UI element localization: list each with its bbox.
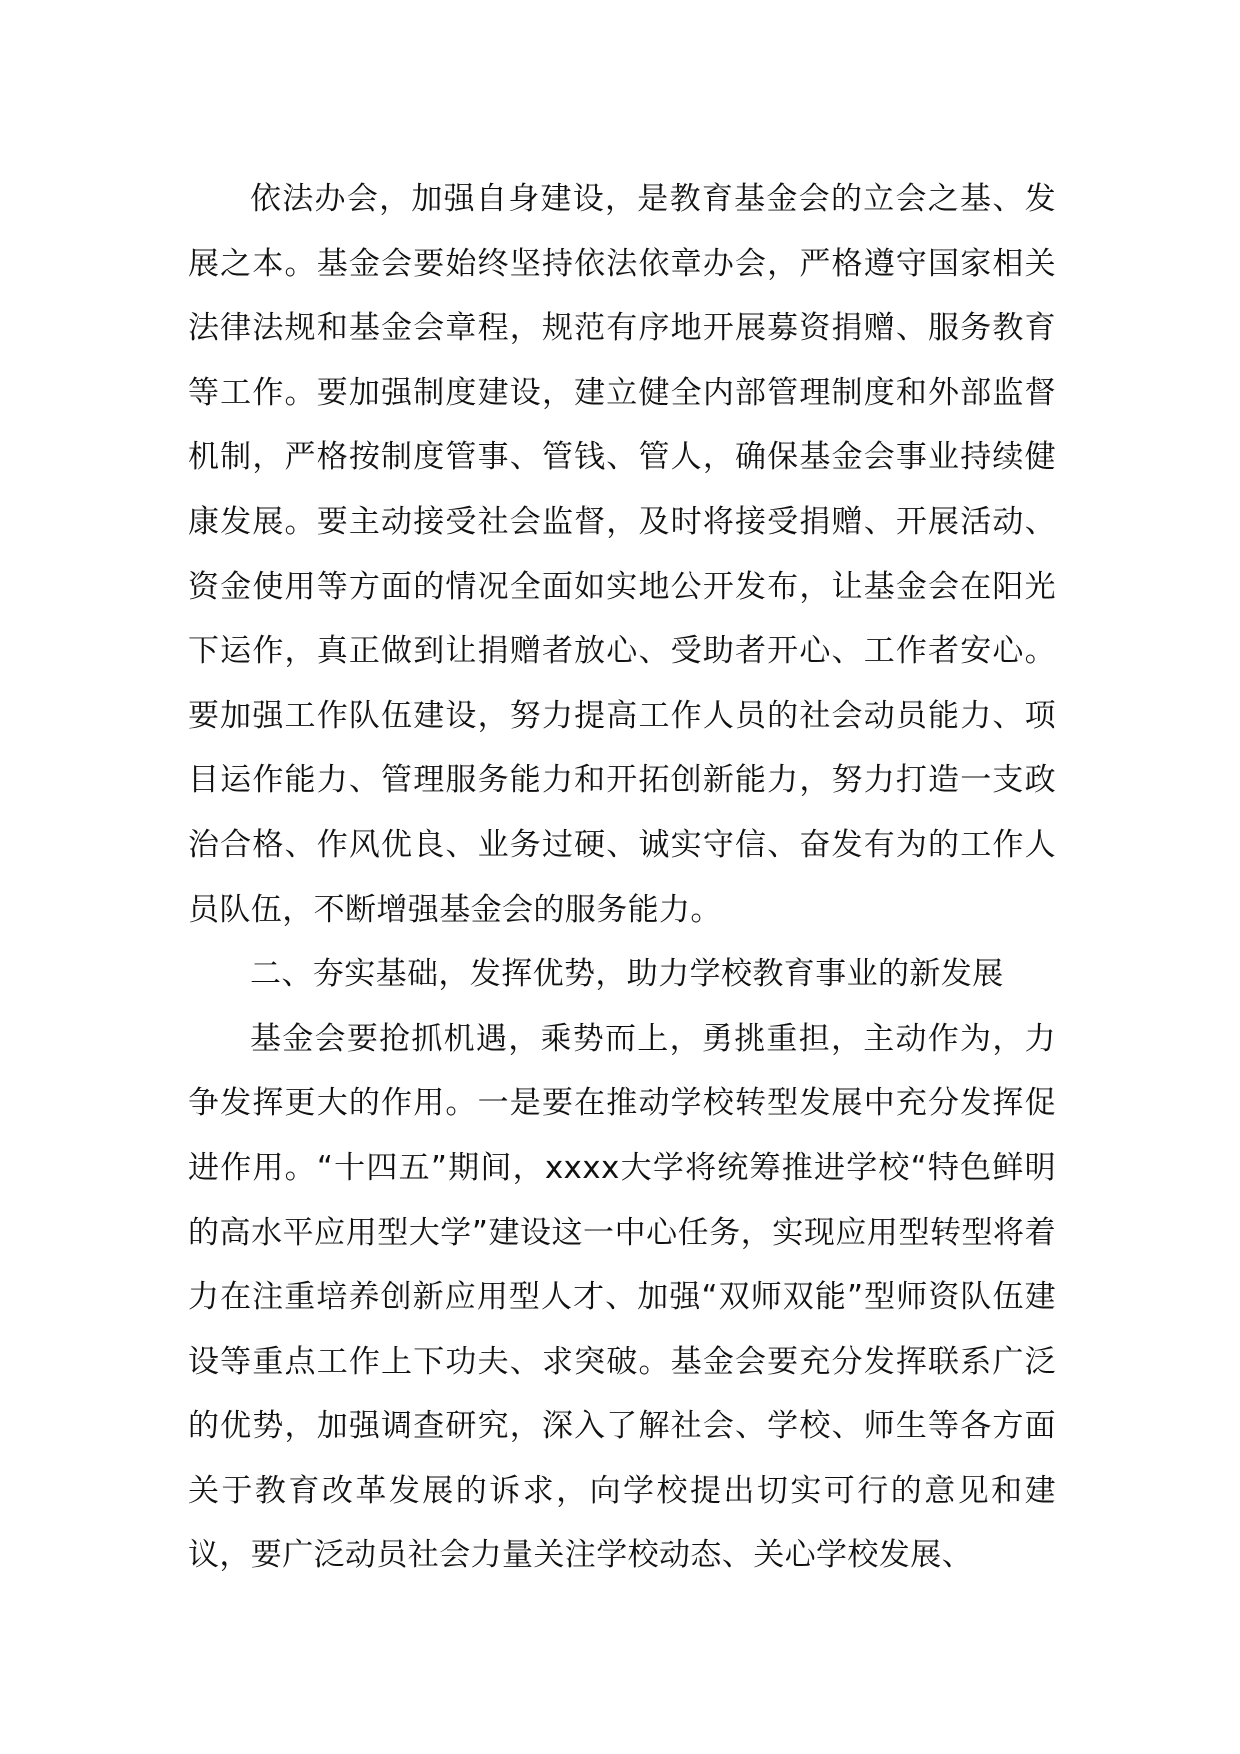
paragraph-seize-opportunities: 基金会要抢抓机遇，乘势而上，勇挑重担，主动作为，力争发挥更大的作用。一是要在推动学校转型发展中充分发挥促进作用。“十四五”期间，xxxx大学将统筹推进学校“特色鲜明的高水平应用型大学”建设这一中心任务，实现应用型转型将着力在注重培养创新应用型人才、加强“双师双能”型师资队伍建设等重点工作上下功夫、求突破。基金会要充分发挥联系广泛的优势，加强调查研究，深入了解社会、学校、师生等各方面关于教育改革发展的诉求，向学校提出切实可行的意见和建议，要广泛动员社会力量关注学校动态、关心学校发展、 xyxy=(188,1020,1056,1574)
document-body xyxy=(188,167,1056,1588)
paragraph-self-building: 依法办会，加强自身建设，是教育基金会的立会之基、发展之本。基金会要始终坚持依法依章办会，严格遵守国家相关法律法规和基金会章程，规范有序地开展募资捐赠、服务教育等工作。要加强制度建设，建立健全内部管理制度和外部监督机制，严格按制度管事、管钱、管人，确保基金会事业持续健康发展。要主动接受社会监督，及时将接受捐赠、开展活动、资金使用等方面的情况全面如实地公开发布，让基金会在阳光下运作，真正做到让捐赠者放心、受助者开心、工作者安心。要加强工作队伍建设，努力提高工作人员的社会动员能力、项目运作能力、管理服务能力和开拓创新能力，努力打造一支政治合格、作风优良、业务过硬、诚实守信、奋发有为的工作人员队伍，不断增强基金会的服务能力。 xyxy=(188,181,1056,928)
section-heading: 二、夯实基础，发挥优势，助力学校教育事业的新发展 xyxy=(250,956,1004,993)
